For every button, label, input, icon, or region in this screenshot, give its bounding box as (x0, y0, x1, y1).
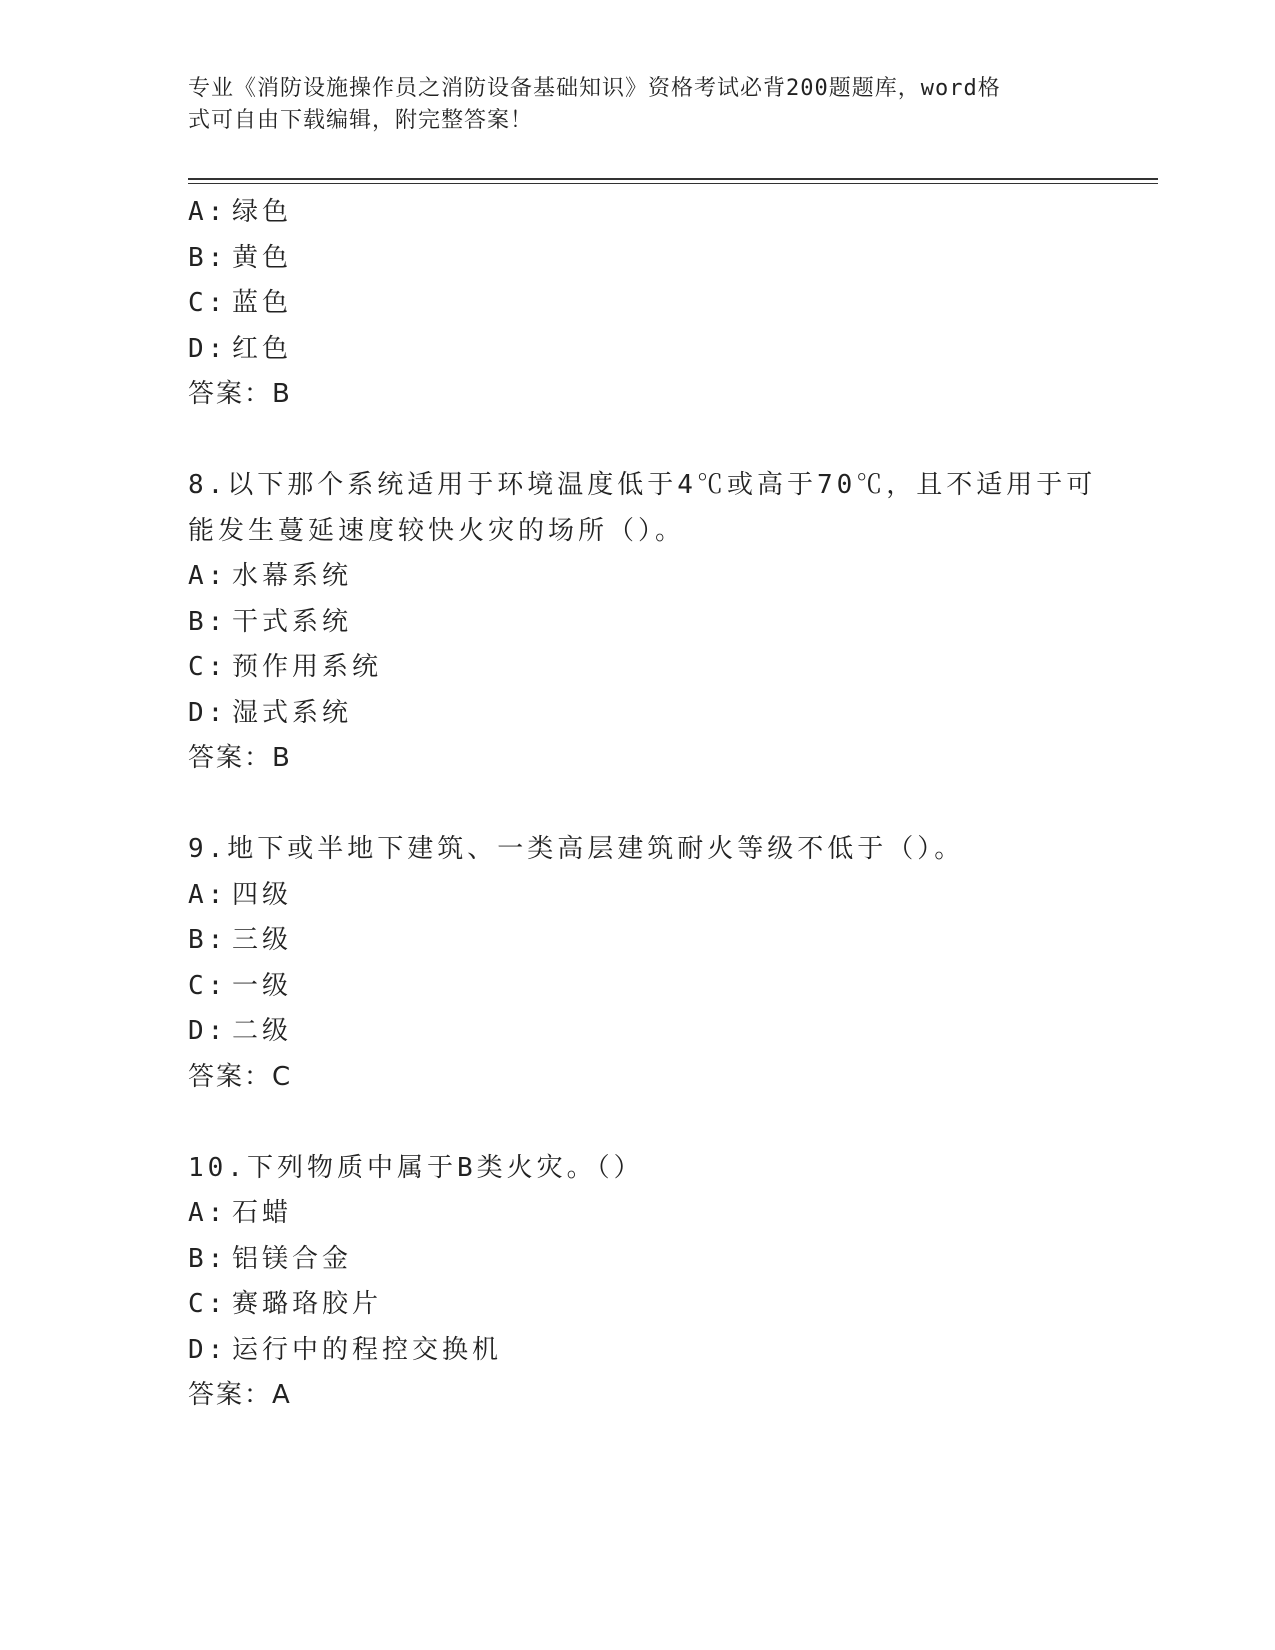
option-text: 四级 (232, 879, 293, 910)
option-text: 运行中的程控交换机 (232, 1334, 503, 1365)
option-text: 赛璐珞胶片 (232, 1289, 383, 1319)
spacer (188, 418, 1088, 464)
question-stem-cont: 能发生蔓延速度较快火灾的场所（）。 (188, 515, 686, 546)
option-letter: D: (188, 1334, 228, 1365)
option-letter: B: (188, 1243, 228, 1274)
header-line-1: 专业《消防设施操作员之消防设备基础知识》资格考试必背200题题库，word格 (188, 76, 1001, 101)
answer-line: 答案：B (188, 379, 292, 409)
option-text: 二级 (232, 1016, 293, 1046)
option-text: 干式系统 (232, 606, 353, 637)
question-block-prev (188, 190, 1088, 418)
option-b (188, 1237, 1088, 1283)
option-d (188, 1328, 1088, 1374)
spacer (188, 782, 1088, 828)
option-c (188, 1282, 1088, 1328)
answer-line: 答案：A (188, 1380, 292, 1410)
option-letter: B: (188, 242, 228, 273)
header-line-2: 式可自由下载编辑，附完整答案！ (188, 108, 534, 133)
option-text: 一级 (232, 970, 293, 1001)
option-letter: C: (188, 1289, 228, 1319)
option-b (188, 600, 1088, 646)
option-text: 湿式系统 (232, 697, 353, 728)
option-d (188, 1009, 1088, 1055)
answer-line: 答案：B (188, 743, 292, 773)
option-letter: D: (188, 697, 228, 728)
document-header (188, 73, 1068, 137)
question-stem: 10.下列物质中属于B类火灾。（） (188, 1152, 644, 1183)
option-letter: C: (188, 970, 228, 1001)
option-letter: B: (188, 606, 228, 637)
option-letter: D: (188, 1016, 228, 1046)
header-divider-thin (188, 183, 1158, 184)
option-a (188, 873, 1088, 919)
option-letter: C: (188, 288, 228, 318)
option-text: 红色 (232, 333, 293, 364)
option-d (188, 691, 1088, 737)
option-a (188, 1191, 1088, 1237)
option-letter: A: (188, 561, 228, 591)
option-a (188, 190, 1088, 236)
question-list (188, 190, 1097, 1419)
option-letter: D: (188, 333, 228, 364)
option-text: 黄色 (232, 242, 293, 273)
option-c (188, 281, 1088, 327)
question-block-10 (188, 1146, 1088, 1419)
option-c (188, 645, 1088, 691)
answer-line: 答案：C (188, 1061, 293, 1092)
option-a (188, 554, 1088, 600)
option-c (188, 964, 1088, 1010)
option-letter: A: (188, 879, 228, 910)
question-stem: 9.地下或半地下建筑、一类高层建筑耐火等级不低于（）。 (188, 834, 965, 864)
option-b (188, 236, 1088, 282)
option-d (188, 327, 1088, 373)
option-b (188, 918, 1088, 964)
spacer (188, 1100, 1088, 1146)
option-letter: A: (188, 1198, 228, 1228)
option-text: 绿色 (232, 197, 293, 227)
option-letter: B: (188, 925, 228, 955)
option-text: 三级 (232, 925, 293, 955)
option-letter: C: (188, 652, 228, 682)
question-block-9 (188, 827, 1088, 1100)
question-block-8 (188, 463, 1097, 782)
option-letter: A: (188, 197, 228, 227)
header-divider-thick (188, 178, 1158, 180)
option-text: 水幕系统 (232, 561, 353, 591)
question-stem: 8.以下那个系统适用于环境温度低于4℃或高于70℃，且不适用于可 (188, 470, 1097, 500)
option-text: 铝镁合金 (232, 1243, 353, 1274)
option-text: 预作用系统 (232, 652, 383, 682)
option-text: 蓝色 (232, 288, 293, 318)
option-text: 石蜡 (232, 1198, 293, 1228)
